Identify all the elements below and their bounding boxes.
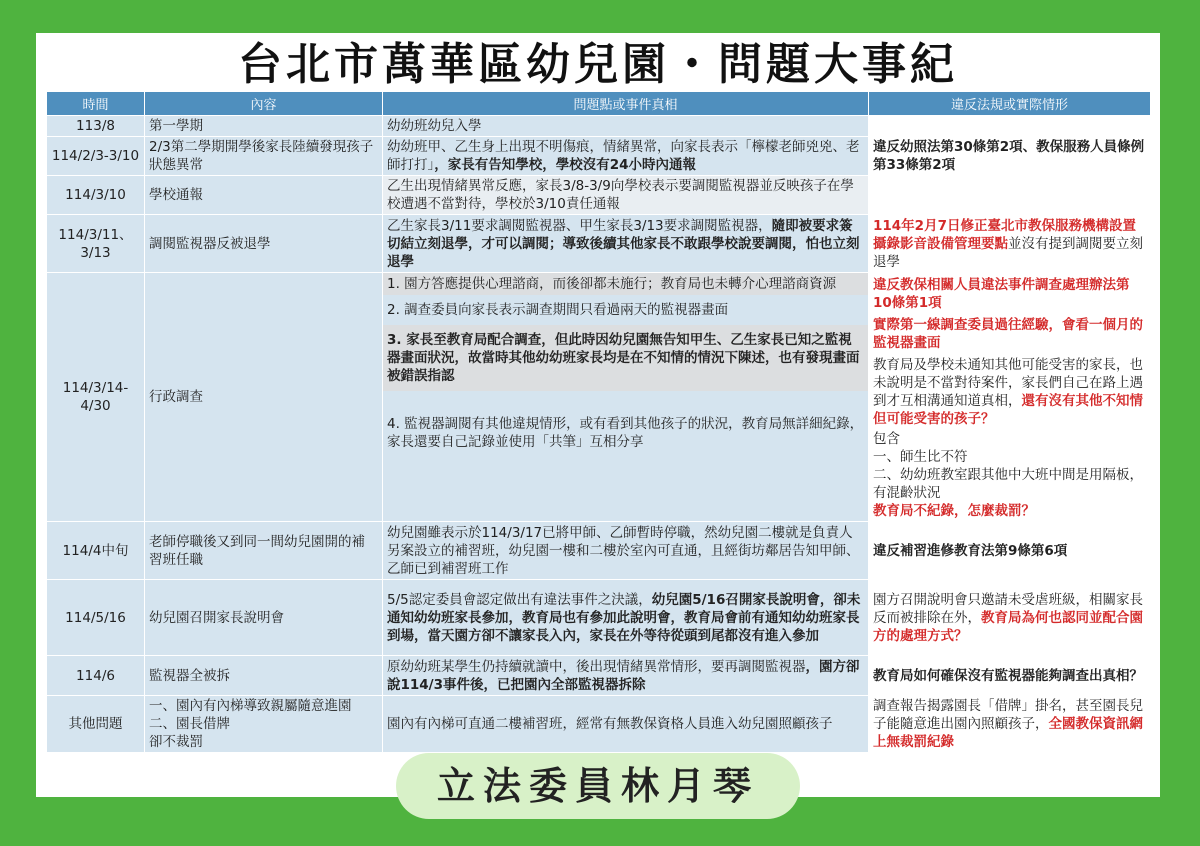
table-header-row: [47, 92, 1151, 116]
table-row: [47, 656, 1151, 696]
row-issue: 幼兒園雖表示於114/3/17已將甲師、乙師暫時停職，然幼兒園二樓就是負責人另案設立的補習班，幼兒園一樓和二樓於室內可直通，且經街坊鄰居告知甲師、乙師已到補習班工作: [383, 522, 869, 580]
violation-line-red: 教育局不紀錄，怎麼裁罰？: [873, 503, 1035, 519]
row-content: 第一學期: [145, 116, 383, 137]
table-row: [47, 696, 1151, 753]
table-row: [47, 273, 1151, 522]
row-content: 學校通報: [145, 176, 383, 215]
row-content: 行政調查: [145, 273, 383, 522]
row-content: 2/3第二學期開學後家長陸續發現孩子狀態異常: [145, 137, 383, 176]
row-time: 114/3/10: [47, 176, 145, 215]
row-violation: [869, 116, 1151, 137]
row-content: 幼兒園召開家長說明會: [145, 580, 383, 656]
table-row: [47, 215, 1151, 273]
issue-text-bold: 隨即被要求簽切結立刻退學，才可以調閱；導致後續其他家長不敢跟學校說要調閱，怕也立刻退學: [387, 217, 860, 270]
violation-text-red: 114年2月7日修正臺北市教保服務機構設置攝錄影音設備管理要點: [873, 217, 1136, 252]
violation-item-2: 實際第一線調查委員過往經驗，會看一個月的監視器畫面: [873, 317, 1143, 351]
issue-item-2: 2. 調查委員向家長表示調查期間只看過兩天的監視器畫面: [383, 295, 868, 325]
header-time: 時間: [47, 92, 145, 116]
legislator-name-badge: 立法委員林月琴: [396, 753, 800, 819]
issue-item-3: 3. 家長至教育局配合調查，但此時因幼兒園無告知甲生、乙生家長已知之監視器畫面狀況，故當時其他幼幼班家長均是在不知情的情況下陳述，也有發現畫面被錯誤指認: [383, 325, 868, 391]
violation-text: 教育局及學校未通知其他可能受害的家長，也未說明是不當對待案件，家長們自己在路上遇到才互相溝通知道真相，: [873, 357, 1143, 409]
violation-item-4: [873, 430, 1146, 520]
row-violation: [869, 215, 1151, 273]
row-issue: [383, 137, 869, 176]
issue-item-1: 1. 園方答應提供心理諮商，而後卻都未施行；教育局也未轉介心理諮商資源: [383, 273, 868, 295]
header-violation: 違反法規或實際情形: [869, 92, 1151, 116]
timeline-table: [46, 91, 1151, 753]
row-issue: 園內有內梯可直通二樓補習班，經常有無教保資格人員進入幼兒園照顧孩子: [383, 696, 869, 753]
table-row: [47, 522, 1151, 580]
row-violation: [869, 696, 1151, 753]
row-time: 114/5/16: [47, 580, 145, 656]
row-time: 114/4中旬: [47, 522, 145, 580]
row-time: 114/2/3-3/10: [47, 137, 145, 176]
poster: [36, 33, 1160, 808]
violation-line: 一、師生比不符: [873, 449, 968, 465]
row-issue: [383, 215, 869, 273]
violation-item-3: [873, 354, 1146, 430]
issue-item-4: 4. 監視器調閱有其他違規情形，或有看到其他孩子的狀況，教育局無詳細紀錄，家長還要自己記錄並使用「共筆」互相分享: [383, 391, 868, 475]
header-issue: 問題點或事件真相: [383, 92, 869, 116]
table-row: [47, 137, 1151, 176]
violation-text: 調查報告揭露園長「借牌」掛名，甚至園長兒子能隨意進出園內照顧孩子，: [873, 698, 1143, 732]
row-issue: [383, 273, 869, 522]
poster-title: 台北市萬華區幼兒園・問題大事紀: [238, 39, 958, 90]
violation-text: 園方召開說明會只邀請未受虐班級，相關家長反而被排除在外，: [873, 591, 1143, 626]
content-line: 一、園內有內梯導致親屬隨意進園: [149, 698, 352, 714]
issue-text: 5/5認定委員會認定做出有違法事件之決議，: [387, 591, 652, 608]
row-issue: 乙生出現情緒異常反應，家長3/8-3/9向學校表示要調閱監視器並反映孩子在學校遭遇不當對待，學校於3/10責任通報: [383, 176, 869, 215]
issue-text-bold: ，園方卻說114/3事件後，已把園內全部監視器拆除: [387, 658, 860, 693]
issue-text-bold: 幼兒園5/16召開家長說明會，卻未通知幼幼班家長參加，教育局也有參加此說明會，教育局會前有通知幼幼班家長到場，當天園方卻不讓家長入內，家長在外等待從頭到尾都沒有進入參加: [387, 591, 861, 644]
row-content: 調閱監視器反被退學: [145, 215, 383, 273]
row-violation: 違反幼照法第30條第2項、教保服務人員條例第33條第2項: [869, 137, 1151, 176]
table-row: [47, 116, 1151, 137]
row-time: 其他問題: [47, 696, 145, 753]
table-row: [47, 176, 1151, 215]
row-content: [145, 696, 383, 753]
violation-text-red: 教育局為何也認同並配合園方的處理方式？: [873, 609, 1143, 644]
row-violation: [869, 273, 1151, 522]
content-line: 卻不裁罰: [149, 734, 203, 750]
row-time: 114/3/11、3/13: [47, 215, 145, 273]
row-content: 老師停職後又到同一間幼兒園開的補習班任職: [145, 522, 383, 580]
violation-line: 二、幼幼班教室跟其他中大班中間是用隔板，有混齡狀況: [873, 467, 1143, 501]
row-issue: [383, 580, 869, 656]
row-issue: 幼幼班幼兒入學: [383, 116, 869, 137]
violation-item-1: 違反教保相關人員違法事件調查處理辦法第10條第1項: [873, 277, 1130, 311]
issue-text: 原幼幼班某學生仍持續就讀中，後出現情緒異常情形，要再調閱監視器: [387, 658, 806, 675]
row-violation: 教育局如何確保沒有監視器能夠調查出真相？: [869, 656, 1151, 696]
row-violation: [869, 580, 1151, 656]
violation-text-red: 全國教保資訊網上無裁罰紀錄: [873, 716, 1143, 750]
row-time: 113/8: [47, 116, 145, 137]
table-row: [47, 580, 1151, 656]
row-time: 114/6: [47, 656, 145, 696]
violation-text-red: 還有沒有其他不知情但可能受害的孩子？: [873, 393, 1143, 427]
row-issue: [383, 656, 869, 696]
content-line: 二、園長借牌: [149, 716, 230, 732]
violation-line: 包含: [873, 431, 900, 447]
row-time: 114/3/14-4/30: [47, 273, 145, 522]
violation-text: 並沒有提到調閱要立刻退學: [873, 235, 1143, 270]
row-violation: 違反補習進修教育法第9條第6項: [869, 522, 1151, 580]
row-content: 監視器全被拆: [145, 656, 383, 696]
issue-text-bold: ，家長有告知學校，學校沒有24小時內通報: [434, 157, 697, 173]
header-content: 內容: [145, 92, 383, 116]
issue-text: 幼幼班甲、乙生身上出現不明傷痕，情緒異常，向家長表示「檸檬老師兇兇、老師打打」: [387, 139, 860, 173]
issue-text: 乙生家長3/11要求調閱監視器、甲生家長3/13要求調閱監視器，: [387, 217, 772, 234]
row-violation: [869, 176, 1151, 215]
